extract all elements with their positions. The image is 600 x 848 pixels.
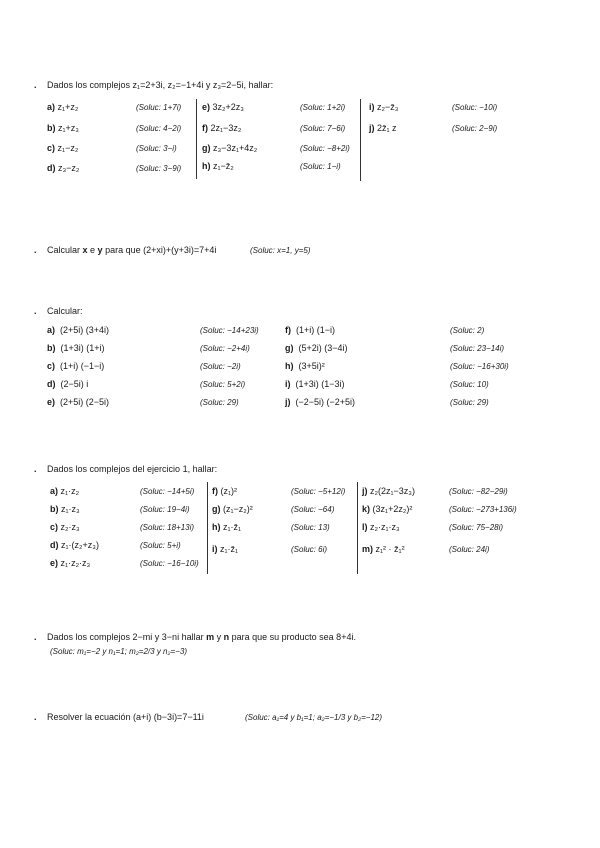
item-solution: (Soluc: −14+5i) bbox=[140, 487, 195, 496]
item-solution: (Soluc: 6i) bbox=[291, 545, 328, 554]
item-label: g) (5+2i) (3−4i) bbox=[285, 343, 348, 353]
item-label: d) z₁·(z₂+z₃) bbox=[50, 540, 99, 550]
item-solution: (Soluc: 3−i) bbox=[136, 144, 177, 153]
exercise-5-statement: Dados los complejos 2−mi y 3−ni hallar m y n para que su producto sea 8+4i. bbox=[47, 632, 356, 642]
item-expr: z₁−z₂ bbox=[57, 143, 79, 153]
item-expr: (z₁)² bbox=[220, 486, 238, 496]
item-expr: (1+i) (1−i) bbox=[296, 325, 336, 335]
item-label: j) z₂(2z₁−3z₃) bbox=[362, 486, 415, 496]
item-solution: (Soluc: −8+2i) bbox=[300, 144, 350, 153]
item-solution: (Soluc: 19−4i) bbox=[140, 505, 190, 514]
item-solution: (Soluc: −64) bbox=[291, 505, 335, 514]
item-label: h) z₁−z̄₂ bbox=[202, 161, 234, 171]
item-label: k) (3z₁+2z₂)² bbox=[362, 504, 413, 514]
exercise-3-title: Calcular: bbox=[47, 306, 83, 316]
item-label: i) z₁·z̄₁ bbox=[212, 544, 239, 554]
item-label: i) (1+3i) (1−3i) bbox=[285, 379, 345, 389]
item-label: m) z₁² · z̄₁² bbox=[362, 544, 405, 554]
item-solution: (Soluc: 18+13i) bbox=[140, 523, 195, 532]
item-label: b) z₁·z₃ bbox=[50, 504, 80, 514]
bullet: . bbox=[34, 632, 37, 642]
item-expr: z₂·z₃ bbox=[60, 522, 80, 532]
item-expr: (5+2i) (3−4i) bbox=[298, 343, 348, 353]
column-divider bbox=[207, 482, 208, 574]
item-expr: (3+5i)² bbox=[298, 361, 325, 371]
item-expr: 2z̄₁ z bbox=[377, 123, 397, 133]
item-label: f) 2z₁−3z₂ bbox=[202, 123, 242, 133]
item-label: g) (z₁−z₂)² bbox=[212, 504, 253, 514]
item-expr: z₃−z₂ bbox=[58, 163, 80, 173]
item-solution: (Soluc: −5+12i) bbox=[291, 487, 346, 496]
item-label: a) z₁+z₂ bbox=[47, 102, 79, 112]
item-solution: (Soluc: 2−9i) bbox=[452, 124, 498, 133]
item-label: b) z₁+z₃ bbox=[47, 123, 79, 133]
item-expr: (2−5i) i bbox=[60, 379, 89, 389]
item-label: d) z₃−z₂ bbox=[47, 163, 80, 173]
item-expr: (z₁−z₂)² bbox=[223, 504, 253, 514]
item-expr: (3z₁+2z₂)² bbox=[372, 504, 413, 514]
item-label: g) z₃−3z₁+4z₂ bbox=[202, 143, 258, 153]
item-expr: z₁·(z₂+z₃) bbox=[61, 540, 99, 550]
item-expr: 2z₁−3z₂ bbox=[210, 123, 242, 133]
bullet: . bbox=[34, 712, 37, 722]
item-solution: (Soluc: −16−10i) bbox=[140, 559, 199, 568]
item-expr: z₁·z₂ bbox=[60, 486, 80, 496]
item-solution: (Soluc: 13) bbox=[291, 523, 330, 532]
exercise-6-statement: Resolver la ecuación (a+i) (b−3i)=7−11i bbox=[47, 712, 204, 722]
item-expr: (2+5i) (3+4i) bbox=[60, 325, 110, 335]
item-solution: (Soluc: −273+136i) bbox=[449, 505, 517, 514]
item-solution: (Soluc: −2+4i) bbox=[200, 344, 250, 353]
item-label: a) z₁·z₂ bbox=[50, 486, 80, 496]
item-label: a) (2+5i) (3+4i) bbox=[47, 325, 110, 335]
item-label: f) (z₁)² bbox=[212, 486, 238, 496]
item-label: j) 2z̄₁ z bbox=[369, 123, 397, 133]
column-divider bbox=[357, 482, 358, 574]
bullet: . bbox=[34, 306, 37, 316]
item-label: e) 3z₂+2z₃ bbox=[202, 102, 244, 112]
item-solution: (Soluc: 1−i) bbox=[300, 162, 341, 171]
exercise-6-solution: (Soluc: a₁=4 y b₁=1; a₂=−1/3 y b₂=−12) bbox=[245, 713, 383, 722]
item-expr: z₂−z̄₃ bbox=[377, 102, 399, 112]
item-expr: (1+3i) (1+i) bbox=[60, 343, 105, 353]
item-solution: (Soluc: 75−28i) bbox=[449, 523, 504, 532]
item-expr: z₁·z₂·z₃ bbox=[60, 558, 91, 568]
item-label: c) z₁−z₂ bbox=[47, 143, 79, 153]
item-label: i) z₂−z̄₃ bbox=[369, 102, 399, 112]
item-solution: (Soluc: 29) bbox=[450, 398, 489, 407]
item-solution: (Soluc: −2i) bbox=[200, 362, 241, 371]
item-solution: (Soluc: 5+2i) bbox=[200, 380, 246, 389]
item-label: e) (2+5i) (2−5i) bbox=[47, 397, 110, 407]
item-expr: z₁·z₃ bbox=[61, 504, 80, 514]
item-label: e) z₁·z₂·z₃ bbox=[50, 558, 91, 568]
item-solution: (Soluc: 7−6i) bbox=[300, 124, 346, 133]
item-expr: z₁·z̄₁ bbox=[223, 522, 242, 532]
item-label: c) z₂·z₃ bbox=[50, 522, 80, 532]
bullet: . bbox=[34, 245, 37, 255]
item-expr: (2+5i) (2−5i) bbox=[60, 397, 110, 407]
item-label: h) z₁·z̄₁ bbox=[212, 522, 242, 532]
item-label: j) (−2−5i) (−2+5i) bbox=[285, 397, 356, 407]
item-solution: (Soluc: 1+7i) bbox=[136, 103, 182, 112]
item-expr: z₁+z₂ bbox=[57, 102, 79, 112]
column-divider bbox=[196, 99, 197, 179]
item-label: d) (2−5i) i bbox=[47, 379, 89, 389]
item-label: c) (1+i) (−1−i) bbox=[47, 361, 105, 371]
item-expr: 3z₂+2z₃ bbox=[212, 102, 244, 112]
item-expr: z₃−3z₁+4z₂ bbox=[213, 143, 258, 153]
bullet: . bbox=[34, 80, 37, 90]
item-label: h) (3+5i)² bbox=[285, 361, 325, 371]
item-expr: (−2−5i) (−2+5i) bbox=[295, 397, 356, 407]
item-solution: (Soluc: −16+30i) bbox=[450, 362, 509, 371]
item-solution: (Soluc: 3−9i) bbox=[136, 164, 182, 173]
item-expr: z₂(2z₁−3z₃) bbox=[370, 486, 415, 496]
item-expr: (1+3i) (1−3i) bbox=[295, 379, 345, 389]
item-expr: z₁−z̄₂ bbox=[213, 161, 234, 171]
item-solution: (Soluc: 5+i) bbox=[140, 541, 181, 550]
item-solution: (Soluc: 4−2i) bbox=[136, 124, 182, 133]
item-expr: z₁+z₃ bbox=[58, 123, 79, 133]
exercise-5-solution: (Soluc: m₁=−2 y n₁=1; m₂=2/3 y n₂=−3) bbox=[50, 647, 187, 656]
column-divider bbox=[360, 99, 361, 181]
item-solution: (Soluc: −10i) bbox=[452, 103, 498, 112]
item-solution: (Soluc: 23−14i) bbox=[450, 344, 505, 353]
item-solution: (Soluc: 2) bbox=[450, 326, 485, 335]
item-solution: (Soluc: 1+2i) bbox=[300, 103, 346, 112]
exercise-1-intro: Dados los complejos z₁=2+3i, z₂=−1+4i y z₃=2−5i, hallar: bbox=[47, 80, 274, 90]
item-label: f) (1+i) (1−i) bbox=[285, 325, 336, 335]
item-solution: (Soluc: −82−29i) bbox=[449, 487, 508, 496]
exercise-4-intro: Dados los complejos del ejercicio 1, hallar: bbox=[47, 464, 218, 474]
item-solution: (Soluc: 24i) bbox=[449, 545, 490, 554]
item-solution: (Soluc: 29) bbox=[200, 398, 239, 407]
item-solution: (Soluc: −14+23i) bbox=[200, 326, 259, 335]
exercise-2-statement: Calcular x e y para que (2+xi)+(y+3i)=7+4i bbox=[47, 245, 217, 255]
item-solution: (Soluc: 10) bbox=[450, 380, 489, 389]
item-expr: z₂·z₁·z₃ bbox=[370, 522, 400, 532]
item-label: b) (1+3i) (1+i) bbox=[47, 343, 105, 353]
item-expr: z₁² · z̄₁² bbox=[375, 544, 405, 554]
item-expr: z₁·z̄₁ bbox=[220, 544, 239, 554]
exercise-2-solution: (Soluc: x=1, y=5) bbox=[250, 246, 311, 255]
item-label: l) z₂·z₁·z₃ bbox=[362, 522, 400, 532]
item-expr: (1+i) (−1−i) bbox=[60, 361, 105, 371]
bullet: . bbox=[34, 464, 37, 474]
